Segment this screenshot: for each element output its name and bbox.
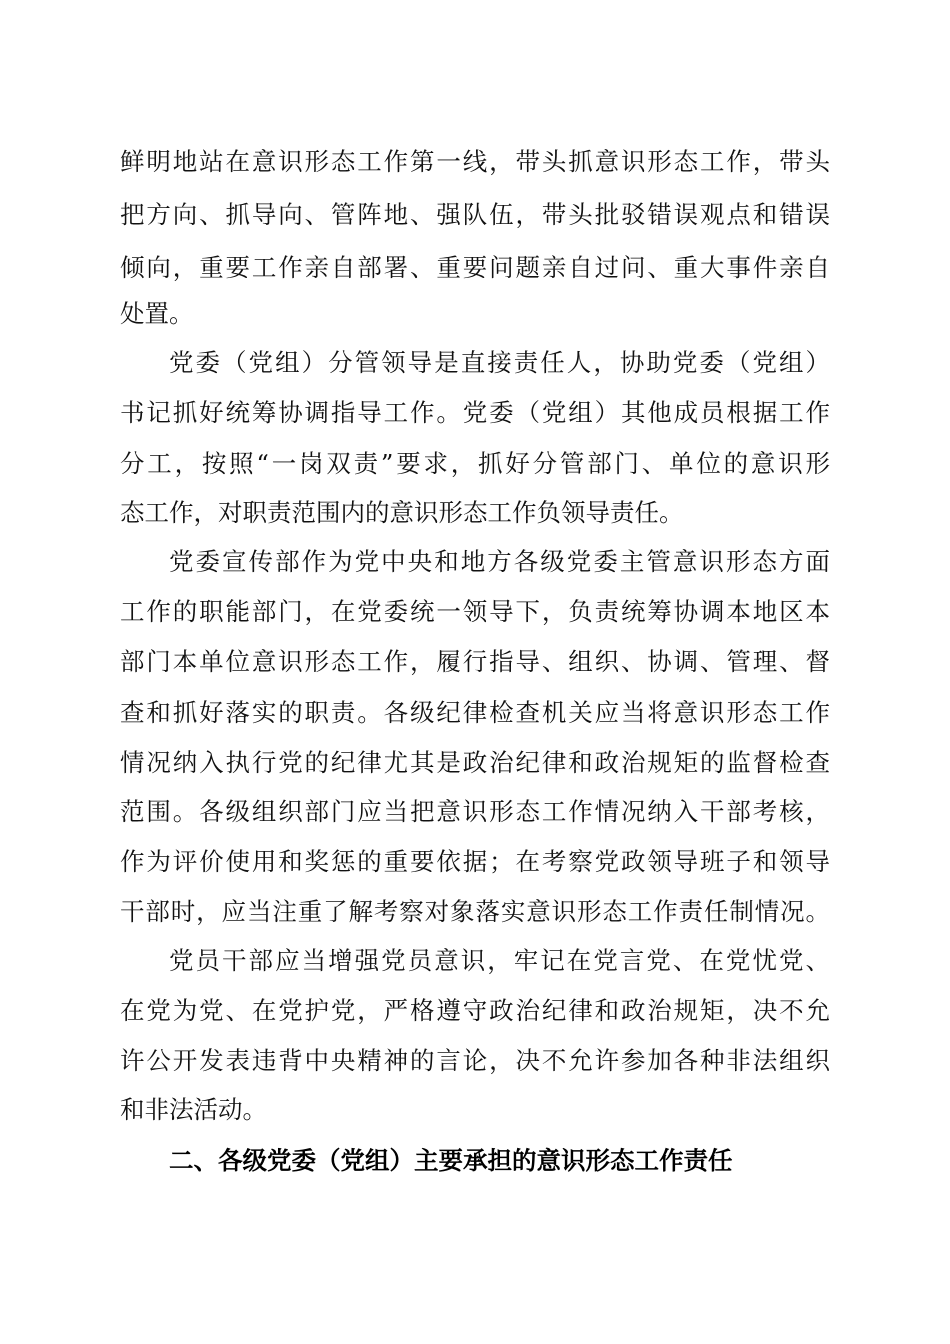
paragraph-2-line-1: 党委（党组）分管领导是直接责任人，协助党委（党组） — [169, 348, 830, 377]
section-heading: 二、各级党委（党组）主要承担的意识形态工作责任 — [169, 1146, 733, 1175]
paragraph-3-line-7: 作为评价使用和奖惩的重要依据；在考察党政领导班子和领导 — [120, 847, 830, 876]
paragraph-2-line-2: 书记抓好统筹协调指导工作。党委（党组）其他成员根据工作 — [120, 398, 830, 427]
paragraph-1-line-2: 把方向、抓导向、管阵地、强队伍，带头批驳错误观点和错误 — [120, 200, 830, 229]
paragraph-4-line-4: 和非法活动。 — [120, 1095, 267, 1124]
paragraph-1-line-1: 鲜明地站在意识形态工作第一线，带头抓意识形态工作，带头 — [120, 147, 830, 176]
paragraph-4-line-3: 许公开发表违背中央精神的言论，决不允许参加各种非法组织 — [120, 1046, 830, 1075]
paragraph-3-line-4: 查和抓好落实的职责。各级纪律检查机关应当将意识形态工作 — [120, 698, 830, 727]
paragraph-3-line-6: 范围。各级组织部门应当把意识形态工作情况纳入干部考核， — [120, 797, 830, 826]
paragraph-2-line-3: 分工，按照“一岗双责”要求，抓好分管部门、单位的意识形 — [120, 449, 830, 478]
paragraph-4-line-2: 在党为党、在党护党，严格遵守政治纪律和政治规矩，决不允 — [120, 996, 830, 1025]
paragraph-1-line-3: 倾向，重要工作亲自部署、重要问题亲自过问、重大事件亲自 — [120, 253, 830, 282]
paragraph-3-line-5: 情况纳入执行党的纪律尤其是政治纪律和政治规矩的监督检查 — [120, 748, 830, 777]
paragraph-4-line-1: 党员干部应当增强党员意识，牢记在党言党、在党忧党、 — [169, 946, 830, 975]
paragraph-3-line-3: 部门本单位意识形态工作，履行指导、组织、协调、管理、督 — [120, 647, 830, 676]
paragraph-3-line-8: 干部时，应当注重了解考察对象落实意识形态工作责任制情况。 — [120, 897, 830, 926]
paragraph-3-line-2: 工作的职能部门，在党委统一领导下，负责统筹协调本地区本 — [120, 597, 830, 626]
paragraph-2-line-4: 态工作，对职责范围内的意识形态工作负领导责任。 — [120, 498, 684, 527]
paragraph-3-line-1: 党委宣传部作为党中央和地方各级党委主管意识形态方面 — [169, 547, 830, 576]
paragraph-1-line-4: 处置。 — [120, 299, 194, 328]
